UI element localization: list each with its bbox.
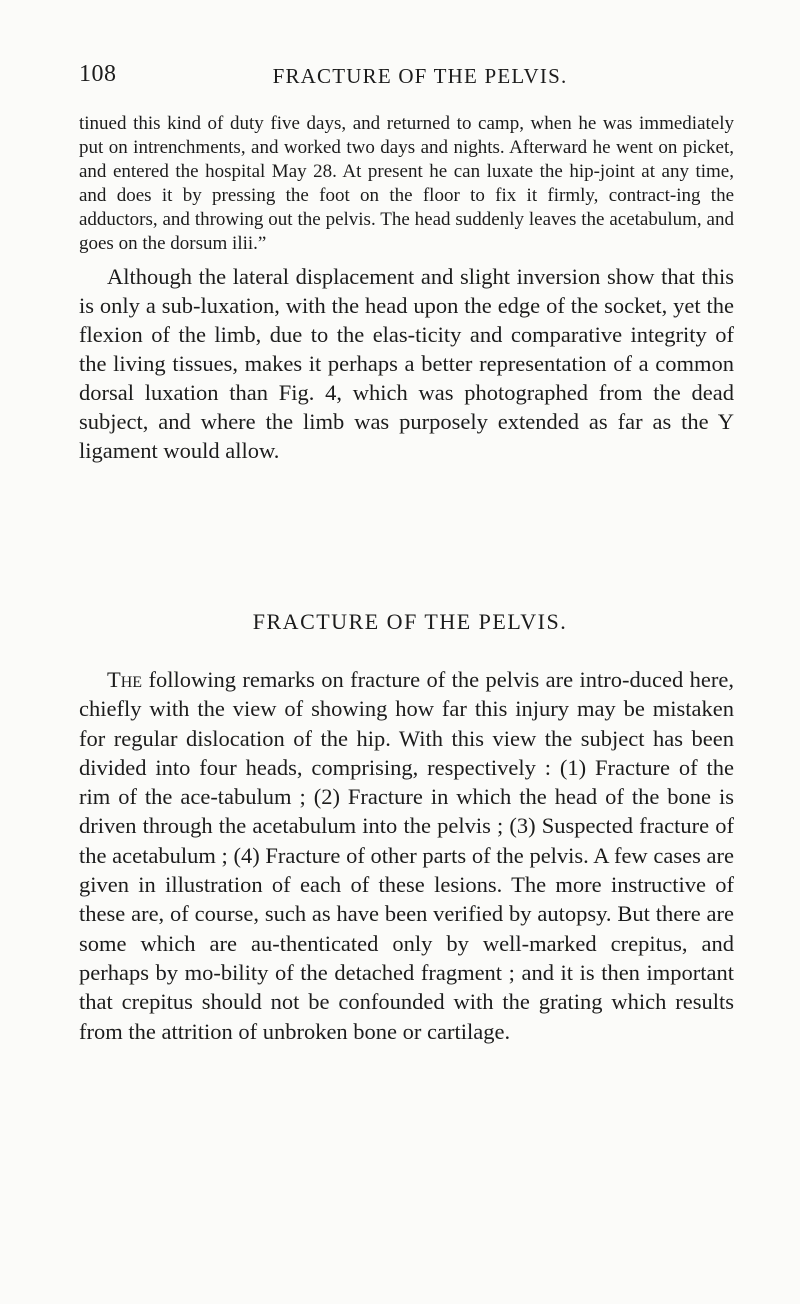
paragraph-sub-luxation: Although the lateral displacement and slight inversion show that this is only a sub-luxation, with the head upon the edge of the socket, yet the flexion of the limb, due to the elas-ticity and comparative integrity of the living tissues, makes it perhaps a better representation of a common dorsal luxation than Fig. 4, which was photographed from the dead subject, and where the limb was purposely extended as far as the Y ligament would allow.: [79, 264, 734, 463]
running-head: FRACTURE OF THE PELVIS.: [272, 64, 568, 88]
section-heading: FRACTURE OF THE PELVIS.: [252, 609, 568, 634]
paragraph-lead-word: The: [107, 667, 143, 692]
paragraph-pelvis-fracture: [79, 665, 734, 1046]
paragraph-body: following remarks on fracture of the pelvis are intro-duced here, chiefly with the view of showing how far this injury may be mistaken for regular dislocation of the hip. With this view the subject has been divided into four heads, comprising, respectively : (1) Fracture of the rim of the ace-tabulum ; (2) Fracture in which the head of the bone is driven through the acetabulum into the pelvis ; (3) Suspected fracture of the acetabulum ; (4) Fracture of other parts of the pelvis. A few cases are given in illustration of each of these lesions. The more instructive of these are, of course, such as have been verified by autopsy. But there are some which are au-thenticated only by well-marked crepitus, and perhaps by mo-bility of the detached fragment ; and it is then important that crepitus should not be confounded with the grating which results from the attrition of unbroken bone or cartilage.: [79, 667, 734, 1044]
quoted-case-text: tinued this kind of duty five days, and returned to camp, when he was immediately put on intrenchments, and worked two days and nights. Afterward he went on picket, and entered the hospital May 28. At present he can luxate the hip-joint at any time, and does it by pressing the foot on the floor to fix it firmly, contract-ing the adductors, and throwing out the pelvis. The head suddenly leaves the acetabulum, and goes on the dorsum ilii.”: [79, 113, 734, 254]
page-number: 108: [79, 61, 117, 87]
